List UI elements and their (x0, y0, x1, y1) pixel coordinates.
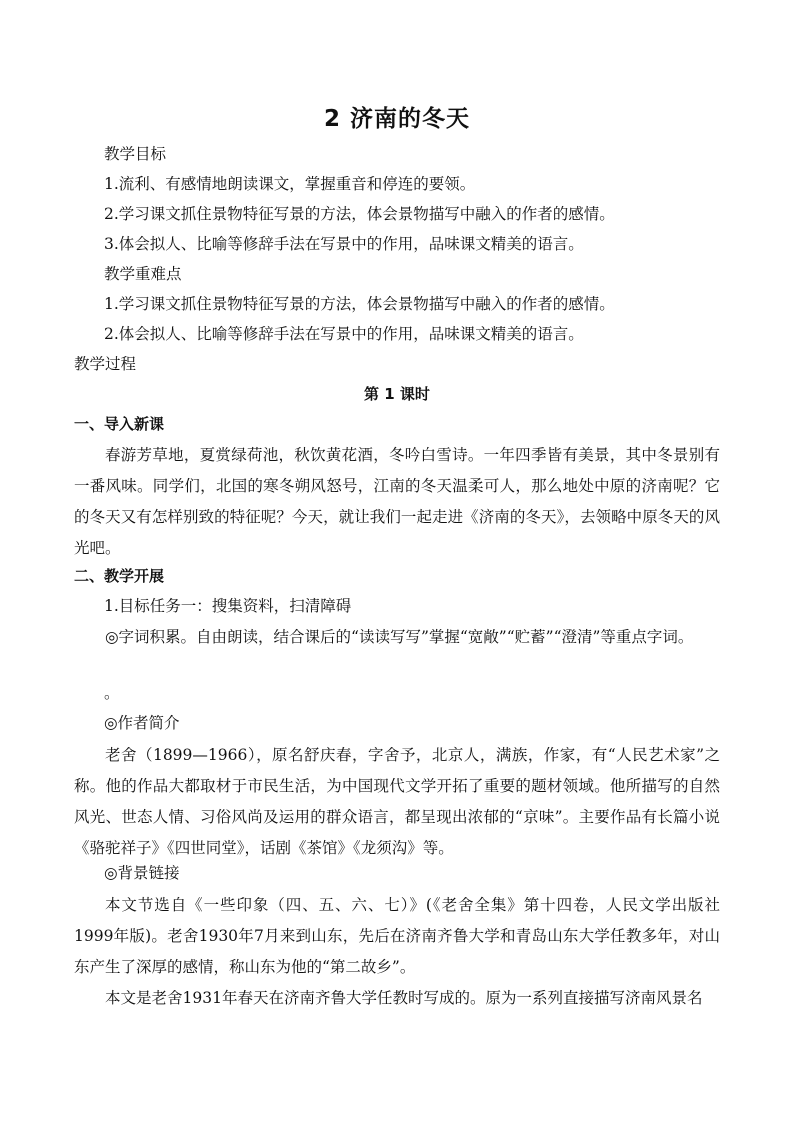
intro-paragraph: 春游芳草地，夏赏绿荷池，秋饮黄花酒，冬吟白雪诗。一年四季皆有美景，其中冬景别有一番风味。同学们，北国的寒冬朔风怒号，江南的冬天温柔可人，那么地处中原的济南呢？它的冬天又有怎样别致的特征呢？今天，就让我们一起走进《济南的冬天》，去领略中原冬天的风光吧。 (74, 446, 720, 557)
vocabulary-paragraph: ◎字词积累。自由朗读，结合课后的“读读写写”掌握“宽敞”“贮蓄”“澄清”等重点字词。 (105, 628, 694, 646)
key-point-item-2: 2.体会拟人、比喻等修辞手法在写景中的作用，品味课文精美的语言。 (104, 325, 584, 343)
last-paragraph: 本文是老舍1931年春天在济南齐鲁大学任教时写成的。原为一系列直接描写济南风景名 (105, 989, 703, 1007)
page-title: 2 济南的冬天 (323, 106, 470, 132)
goal-item-3: 3.体会拟人、比喻等修辞手法在写景中的作用，品味课文精美的语言。 (104, 235, 584, 253)
author-paragraph: 老舍（1899—1966），原名舒庆春，字舍予，北京人，满族，作家，有“人民艺术家”之称。他的作品大都取材于市民生活，为中国现代文学开拓了重要的题材领域。他所描写的自然风光、世态人情、习俗风尚及运用的群众语言，都呈现出浓郁的“京味”。主要作品有长篇小说《骆驼祥子》《四世同堂》，话剧《茶馆》《龙须沟》等。 (74, 746, 720, 857)
goals-heading: 教学目标 (104, 145, 167, 163)
goal-item-2: 2.学习课文抓住景物特征写景的方法，体会景物描写中融入的作者的感情。 (104, 205, 615, 223)
section-heading-teaching: 二、教学开展 (74, 567, 165, 585)
process-heading: 教学过程 (74, 355, 137, 373)
background-paragraph: 本文节选自《一些印象（四、五、六、七）》(《老舍全集》第十四卷，人民文学出版社1999年版)。老舍1930年7月来到山东，先后在济南齐鲁大学和青岛山东大学任教多年，对山东产生了深厚的感情，称山东为他的“第二故乡”。 (74, 896, 720, 976)
author-heading: ◎作者简介 (104, 714, 180, 732)
goal-item-1: 1.流利、有感情地朗读课文，掌握重音和停连的要领。 (104, 175, 476, 193)
task-1-title: 1.目标任务一：搜集资料，扫清障碍 (104, 597, 352, 615)
key-points-heading: 教学重难点 (104, 265, 182, 283)
background-heading: ◎背景链接 (104, 864, 180, 882)
key-point-item-1: 1.学习课文抓住景物特征写景的方法，体会景物描写中融入的作者的感情。 (104, 295, 615, 313)
section-heading-intro: 一、导入新课 (74, 415, 165, 433)
stray-mark: 。 (104, 684, 120, 702)
lesson-label: 第 1 课时 (364, 385, 430, 403)
